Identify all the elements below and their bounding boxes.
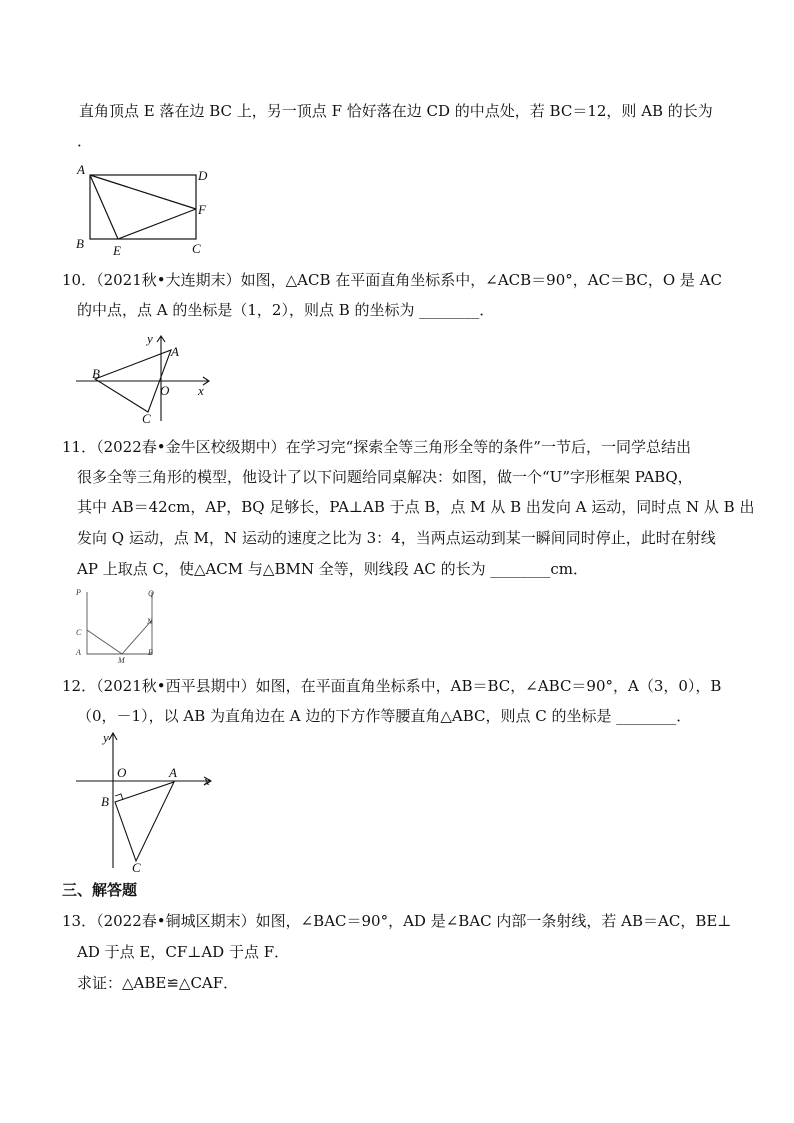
q13-text-line1: 13．（2022春•铜城区期末）如图，∠BAC＝90°，AD 是∠BAC 内部一条射线，若 AB＝AC，BE⊥ (62, 912, 732, 930)
q12-label-a: A (169, 765, 177, 780)
q12-label-x: x (204, 773, 210, 788)
q11-label-q: Q (148, 589, 154, 598)
q11-text-line2: 很多全等三角形的模型，他设计了以下问题给同桌解决：如图，做一个“U”字形框架 PABQ， (77, 468, 693, 486)
q12-triangle-abc (115, 782, 174, 861)
q10-text-line1: 10．（2021秋•大连期末）如图，△ACB 在平面直角坐标系中，∠ACB＝90°，AC＝BC，O 是 AC (62, 271, 722, 289)
q11-u-frame (87, 592, 152, 654)
q9-text-line1: 直角顶点 E 落在边 BC 上，另一顶点 F 恰好落在边 CD 的中点处，若 BC＝12，则 AB 的长为 (79, 102, 713, 120)
q11-label-n: N (147, 617, 153, 626)
q12-figure (72, 730, 222, 875)
q10-label-b: B (92, 366, 100, 381)
q9-segment-ae (90, 175, 118, 239)
q10-label-o: O (160, 383, 170, 398)
q12-right-angle-mark (115, 794, 123, 800)
q11-segment-cm (87, 630, 122, 654)
q12-text-line1: 12．（2021秋•西平县期中）如图，在平面直角坐标系中，AB＝BC，∠ABC＝90°，A（3，0），B (62, 677, 722, 695)
q11-figure (72, 586, 167, 666)
q9-label-c: C (192, 241, 201, 256)
section-heading-solution-problems: 三、解答题 (62, 881, 138, 899)
q10-label-a: A (171, 344, 179, 359)
q10-figure (72, 331, 222, 426)
q12-label-c: C (132, 860, 141, 875)
q11-label-c: C (76, 628, 82, 637)
q9-label-a: A (77, 162, 85, 177)
q12-text-line2: （0，－1），以 AB 为直角边在 A 边的下方作等腰直角△ABC，则点 C 的坐标是 ________． (77, 707, 692, 725)
q9-label-f: F (198, 202, 206, 217)
q9-segment-af (90, 175, 196, 209)
q10-label-y: y (147, 331, 153, 346)
q12-label-o: O (117, 765, 127, 780)
q12-label-y: y (103, 730, 109, 745)
q11-text-line5: AP 上取点 C，使△ACM 与△BMN 全等，则线段 AC 的长为 ________cm． (77, 560, 588, 578)
q9-label-b: B (76, 236, 84, 251)
q9-text-line2: ． (77, 132, 93, 150)
q13-text-line3: 求证：△ABE≌△CAF． (77, 974, 239, 992)
q9-segment-ef (118, 209, 196, 239)
q9-figure (72, 164, 222, 260)
q9-label-e: E (113, 243, 121, 258)
q10-text-line2: 的中点，点 A 的坐标是（1，2），则点 B 的坐标为 ________． (77, 301, 495, 319)
q11-label-p: P (76, 588, 81, 597)
q11-text-line1: 11．（2022春•金牛区校级期中）在学习完“探索全等三角形全等的条件”一节后，一同学总结出 (62, 438, 691, 456)
q10-label-x: x (198, 383, 204, 398)
q11-label-m: M (118, 656, 125, 665)
q9-label-d: D (198, 168, 208, 183)
q11-label-b: B (148, 648, 153, 657)
q10-label-c: C (142, 411, 151, 426)
q11-text-line4: 发向 Q 运动，点 M，N 运动的速度之比为 3：4，当两点运动到某一瞬间同时停止，此时在射线 (77, 529, 716, 547)
q12-label-b: B (101, 794, 109, 809)
q11-text-line3: 其中 AB＝42cm，AP，BQ 足够长，PA⊥AB 于点 B，点 M 从 B 出发向 A 运动，同时点 N 从 B 出 (77, 498, 755, 516)
q11-label-a: A (76, 648, 81, 657)
q13-text-line2: AD 于点 E，CF⊥AD 于点 F． (77, 943, 290, 961)
